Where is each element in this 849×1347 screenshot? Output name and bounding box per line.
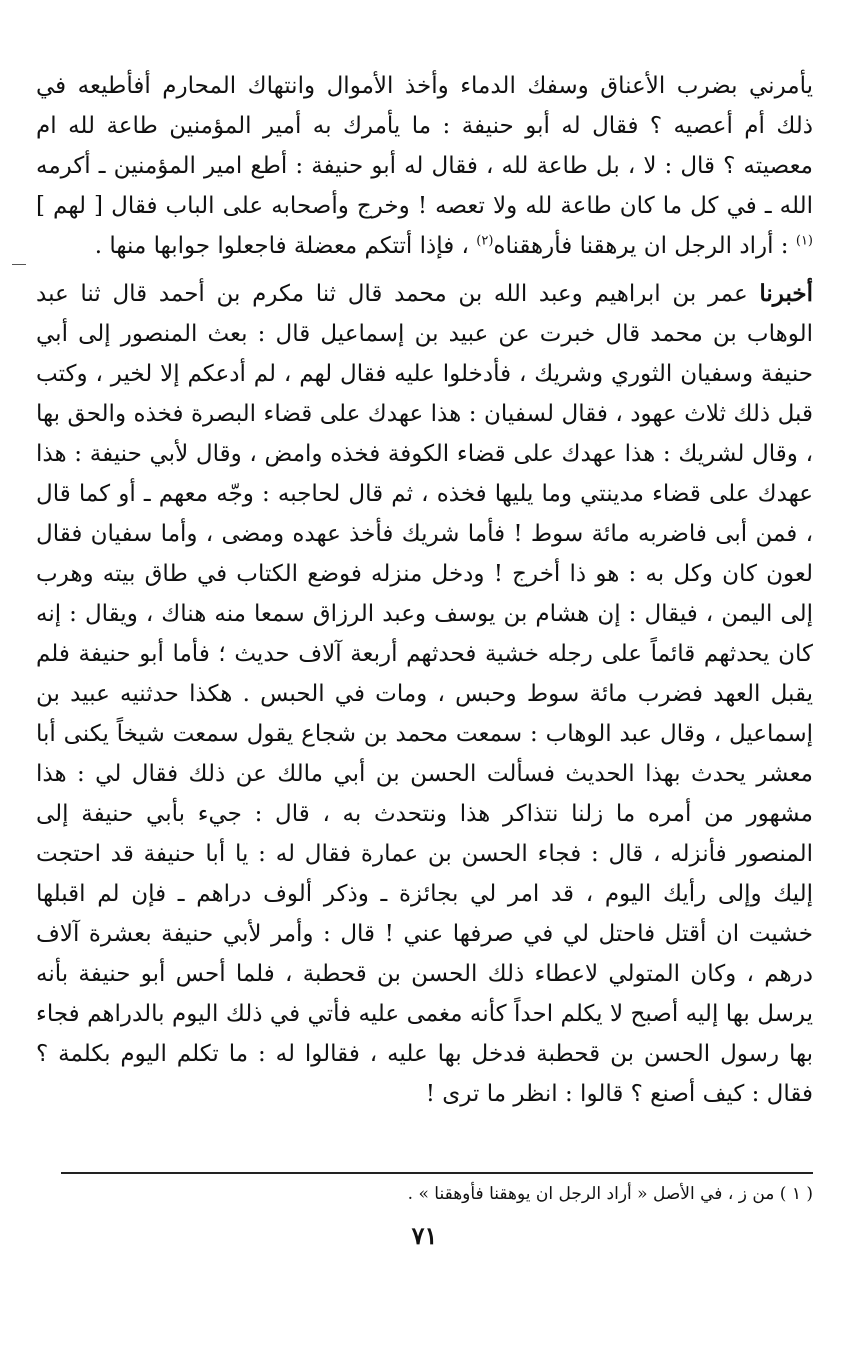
paragraph-1-text-a: يأمرني بضرب الأعناق وسفك الدماء وأخذ الأموال وانتهاك المحارم أفأطيعه في ذلك أم أعصيه ؟ فقال له أبو حنيفة : ما يأمرك به أمير المؤمنين طاعة لله ام معصيته ؟ قال : لا ، بل طاعة لله ، فقال له أبو حنيفة : أطع امير المؤمنين ـ أكرمه الله ـ في كل ما كان طاعة لله ولا تعصه ! وخرج وأصحابه على الباب فقال [ لهم ] bbox=[36, 73, 813, 219]
footnote-1: ( ١ ) من ز ، في الأصل « أراد الرجل ان يوهقنا فأوهقنا » . bbox=[407, 1184, 813, 1204]
page-number: ٧١ bbox=[411, 1221, 438, 1250]
paragraph-1-text-b: : أراد الرجل ان يرهقنا فأرهقناه bbox=[493, 233, 796, 259]
paragraph-2-text: عمر بن ابراهيم وعبد الله بن محمد قال ثنا مكرم بن أحمد قال ثنا عبد الوهاب بن محمد قال خبرت عن عبيد بن إسماعيل قال : بعث المنصور إلى أبي حنيفة وسفيان الثوري وشريك ، فأدخلوا عليه فقال لهم ، لم أدعكم إلا لخير ، وكتب قبل ذلك ثلاث عهود ، فقال لسفيان : هذا عهدك على قضاء البصرة فخذه والحق بها ، وقال لشريك : هذا عهدك على قضاء الكوفة فخذه وامض ، وقال لأبي حنيفة : هذا عهدك على قضاء مدينتي وما يليها فخذه ، ثم قال لحاجبه : وجّه معهم ـ أو كما قال ، فمن أبى فاضربه مائة سوط ! فأما شريك فأخذ عهده ومضى ، وأما سفيان فقال لعون كان وكل به : هو ذا أخرج ! ودخل منزله فوضع الكتاب في طاق بيته وهرب إلى اليمن ، فيقال : إن هشام بن يوسف وعبد الرزاق سمعا منه هناك ، ويقال : إنه كان يحدثهم قائماً على رجله خشية فحدثهم أربعة آلاف حديث ؛ فأما أبو حنيفة فلم يقبل العهد فضرب مائة سوط وحبس ، ومات في الحبس . هكذا حدثنيه عبيد بن إسماعيل ، وقال عبد الوهاب : سمعت محمد بن شجاع يقول سمعت شيخاً يكنى أبا معشر يحدث بهذا الحديث فسألت الحسن بن أبي مالك عن ذلك فقال لي : هذا مشهور من أمره ما زلنا نتذاكر هذا ونتحدث به ، قال : جيء بأبي حنيفة إلى المنصور فأنزله ، قال : فجاء الحسن بن عمارة فقال له : يا أبا حنيفة قد احتجت إليك وإلى رأيك اليوم ، قد امر لي بجائزة ـ وذكر ألوف دراهم ـ فإن لم اقبلها خشيت ان أقتل فاحتل لي في صرفها عني ! قال : وأمر لأبي حنيفة بعشرة آلاف درهم ، وكان المتولي لاعطاء ذلك الحسن بن قحطبة ، فلما أحس أبو حنيفة بأنه يرسل بها إليه أصبح لا يكلم احداً كأنه مغمى عليه فأتي في ذلك اليوم بالدراهم فجاء بها رسول الحسن بن قحطبة فدخل بها عليه ، فقالوا له : ما تكلم اليوم بكلمة ؟ فقال : كيف أصنع ؟ قالوا : انظر ما ترى ! bbox=[36, 281, 813, 1107]
margin-mark bbox=[12, 264, 26, 265]
footnote-divider bbox=[61, 1172, 813, 1174]
paragraph-1 bbox=[36, 66, 813, 266]
footnote-reference-1[interactable]: (١) bbox=[795, 233, 813, 249]
paragraph-2-lead-word: أخبرنا bbox=[759, 280, 813, 307]
main-text bbox=[36, 66, 813, 1114]
paragraph-2 bbox=[36, 274, 813, 1114]
footnote-reference-2[interactable]: (٢) bbox=[476, 233, 494, 249]
paragraph-1-text-c: ، فإذا أتتكم معضلة فاجعلوا جوابها منها . bbox=[94, 233, 477, 259]
